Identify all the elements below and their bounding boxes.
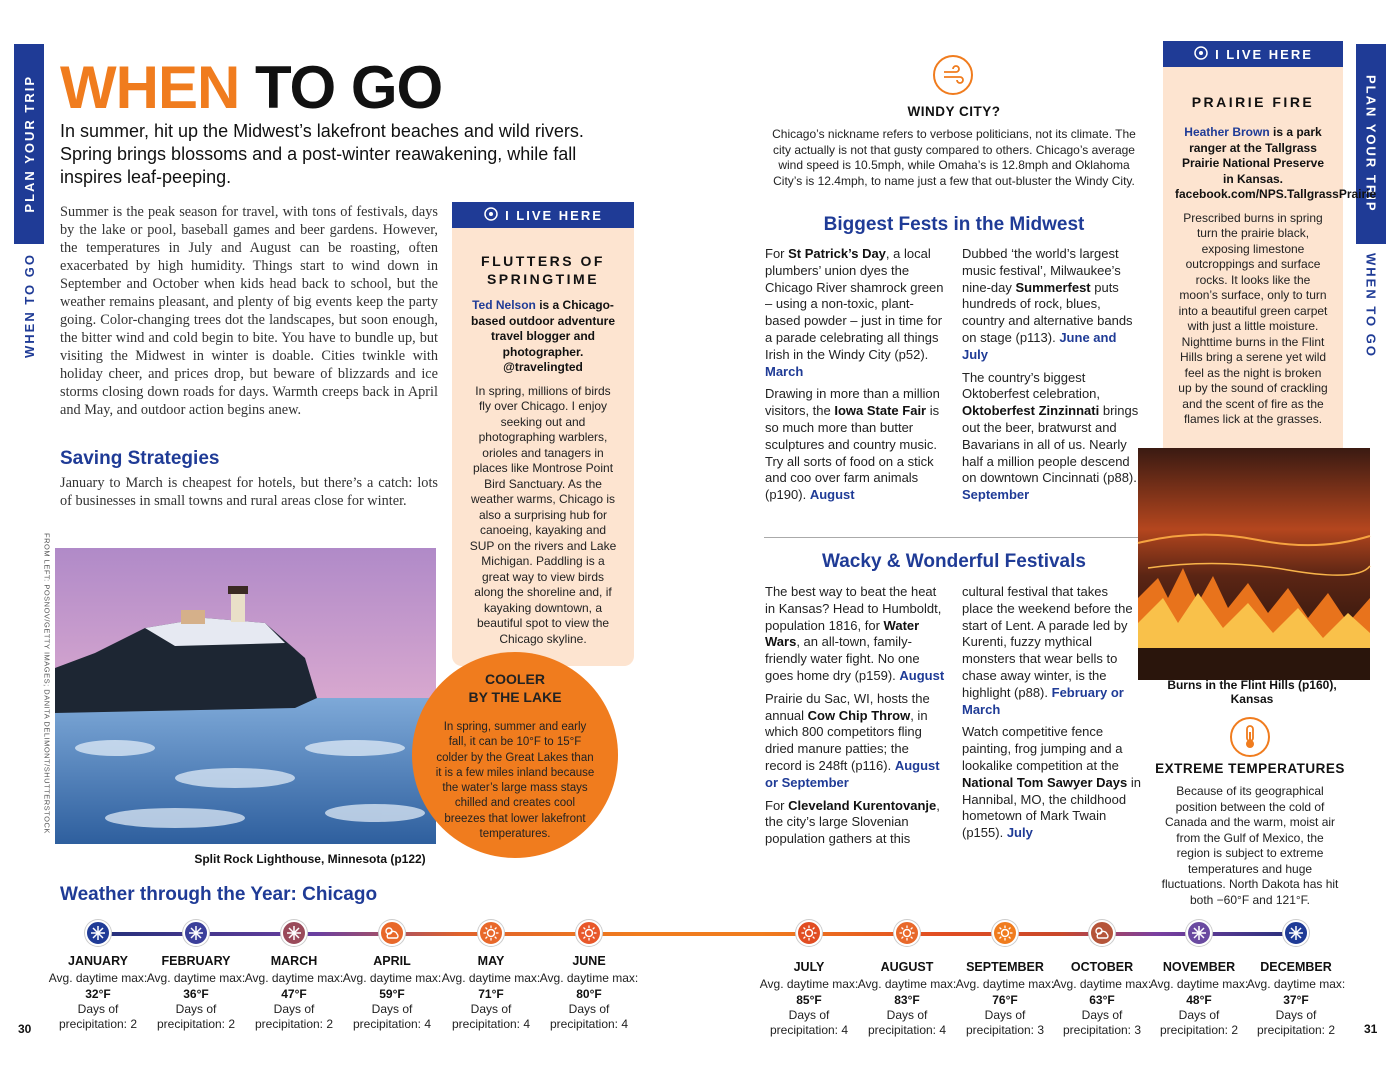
precip-days: Days of precipitation: 4 [769, 1007, 849, 1038]
prairie-fire-caption: Burns in the Flint Hills (p160), Kansas [1167, 678, 1337, 706]
precip-days: Days of precipitation: 4 [549, 1001, 629, 1032]
wacky-left-column [765, 584, 947, 854]
weather-timeline [100, 932, 1300, 936]
month-name: APRIL [373, 954, 411, 968]
october-cloud-sun-icon [1089, 920, 1115, 946]
lighthouse-image [55, 548, 436, 844]
live-here-header: I LIVE HERE [1163, 41, 1343, 67]
page-title: WHEN TO GO [60, 54, 443, 121]
live-here-text: In spring, millions of birds fly over Chicago. I enjoy seeking out and photographing warblers, orioles and tanagers in places like Montrose Point Bird Sanctuary. As the weather warms, Chicago is also a surprising hub for canoeing, kayaking and SUP on the rivers and Lake Michigan. Paddling is a great way to view birds along the shoreline and, if kayaking downtown, a beautiful spot to view the Chicago skyline. [469, 383, 617, 646]
month-august [857, 960, 957, 1038]
fest-item: The best way to beat the heat in Kansas? Head to Humboldt, population 1816, for Water Wars, an all-town, family-friendly water fight. No one goes home dry (p159). August [765, 584, 945, 683]
avg-max-temp: Avg. daytime max: 48°F [1149, 977, 1249, 1007]
live-here-header: I LIVE HERE [452, 202, 634, 228]
precip-days: Days of precipitation: 4 [451, 1001, 531, 1032]
precip-days: Days of precipitation: 2 [1159, 1007, 1239, 1038]
live-here-title: FLUTTERS OF SPRINGTIME [481, 253, 605, 287]
month-september [955, 960, 1055, 1038]
august-sun-icon [894, 920, 920, 946]
month-april [342, 954, 442, 1032]
map-pin-icon [483, 207, 499, 223]
precip-days: Days of precipitation: 3 [1062, 1007, 1142, 1038]
month-name: JULY [793, 960, 825, 974]
cooler-title: COOLER BY THE LAKE [468, 671, 562, 705]
intro-text: In summer, hit up the Midwest’s lakefront beaches and wild rivers. Spring brings blossoms and a post-winter reawakening, while fall inspires leaf-peeping. [60, 121, 584, 187]
avg-max-temp: Avg. daytime max: 76°F [955, 977, 1055, 1007]
fest-item: Prairie du Sac, WI, hosts the annual Cow Chip Throw, in which 800 competitors fling dried manure patties; the record is 248ft (p116). August or September [765, 690, 940, 790]
map-pin-icon [1193, 46, 1209, 62]
windy-heading: WINDY CITY? [907, 104, 1001, 119]
saving-text: January to March is cheapest for hotels, but there’s a catch: lots of businesses in small towns and rural areas close for winter. [60, 475, 438, 509]
avg-max-temp: Avg. daytime max: 36°F [146, 971, 246, 1001]
precip-days: Days of precipitation: 2 [156, 1001, 236, 1032]
month-may [441, 954, 541, 1032]
live-here-bio: Ted Nelson is a Chicago-based outdoor adventure travel blogger and photographer. @travelingted [470, 298, 616, 374]
fest-item: cultural festival that takes place the weekend before the start of Lent. A parade led by Kurenti, fuzzy mythical monsters that wear bells to chase away winter, is the highlight (p88). February or March [962, 584, 1133, 717]
live-here-bio: Heather Brown is a park ranger at the Tallgrass Prairie National Preserve in Kansas. facebook.com/NPS.TallgrassPrairie [1175, 125, 1377, 201]
precip-days: Days of precipitation: 2 [1256, 1007, 1336, 1038]
page-number-left: 30 [18, 1022, 32, 1036]
month-name: MARCH [270, 954, 318, 968]
extreme-text: Because of its geographical position between the cold of Canada and the warm, moist air from the Gulf of Mexico, the region is subject to extreme temperatures and huge fluctuations. North Dakota has hit both −60°F and 121°F. [1161, 784, 1339, 907]
lighthouse-photo [55, 548, 436, 844]
cooler-text: In spring, summer and early fall, it can be 10°F to 15°F colder by the Great Lakes than it is a few miles inland because the water’s large mass stays chilled and creates cool breezes that lower lakefront temperatures. [435, 721, 595, 841]
plan-your-trip-tab-right: PLAN YOUR TRIP [1356, 44, 1386, 244]
march-snowflake-icon [281, 920, 307, 946]
fest-item: Drawing in more than a million visitors, the Iowa State Fair is so much more than butter sculptures and country music. Try all sorts of food on a stick and coo over farm animals (p190). August [765, 386, 940, 503]
september-sun-icon [992, 920, 1018, 946]
cooler-by-the-lake-circle [412, 652, 618, 858]
month-name: SEPTEMBER [966, 960, 1044, 974]
month-name: DECEMBER [1260, 960, 1332, 974]
january-snowflake-icon [85, 920, 111, 946]
february-snowflake-icon [183, 920, 209, 946]
precip-days: Days of precipitation: 2 [254, 1001, 334, 1032]
photo-credit: FROM LEFT: POSNOV/GETTY IMAGES; DANITA DELIMONT/SHUTTERSTOCK [42, 532, 52, 834]
avg-max-temp: Avg. daytime max: 71°F [441, 971, 541, 1001]
month-name: NOVEMBER [1162, 960, 1236, 974]
month-name: AUGUST [880, 960, 934, 974]
page-number-right: 31 [1364, 1022, 1378, 1036]
month-name: OCTOBER [1070, 960, 1134, 974]
when-to-go-label-right: WHEN TO GO [1363, 252, 1379, 358]
month-name: FEBRUARY [161, 954, 231, 968]
fest-item: For Cleveland Kurentovanje, the city’s large Slovenian population gathers at this [765, 797, 940, 847]
precip-days: Days of precipitation: 2 [58, 1001, 138, 1032]
precip-days: Days of precipitation: 4 [352, 1001, 432, 1032]
prairie-fire-photo [1138, 448, 1370, 680]
windy-text: Chicago’s nickname refers to verbose politicians, not its climate. The city actually is not that gusty compared to others. Chicago’s average wind speed is 10.5mph, while Omaha’s is 12.8mph and Oklahoma City’s is 12.4mph, to name just a few that out-bluster the Windy City. [772, 127, 1136, 188]
prairie-fire-image [1138, 448, 1370, 680]
november-snowflake-icon [1186, 920, 1212, 946]
live-here-title: PRAIRIE FIRE [1191, 94, 1315, 110]
avg-max-temp: Avg. daytime max: 47°F [244, 971, 344, 1001]
december-snowflake-icon [1283, 920, 1309, 946]
live-here-text: Prescribed burns in spring turn the prairie black, exposing limestone outcroppings and surface rocks. It looks like the moon’s surface, only to turn into a beautiful green carpet with just a little moisture. Nighttime burns in the Flint Hills bring a serene yet wild feel as the night is broken up by the sound of crackling and the scent of fire as the flames lick at the grasses. [1178, 210, 1328, 426]
avg-max-temp: Avg. daytime max: 63°F [1052, 977, 1152, 1007]
saving-heading: Saving Strategies [60, 448, 220, 469]
month-july [759, 960, 859, 1038]
month-january [48, 954, 148, 1032]
live-here-box-ted [452, 202, 634, 666]
avg-max-temp: Avg. daytime max: 80°F [539, 971, 639, 1001]
month-name: MAY [477, 954, 505, 968]
precip-days: Days of precipitation: 4 [867, 1007, 947, 1038]
body-text: Summer is the peak season for travel, with tons of festivals, days by the lake or pool, baseball games and beer gardens. However, the temperatures in July and August can be roasting, often exacerbated by high humidity. Things start to wind down in September and October when kids head back to school, but the weather remains pleasant, and plenty of big events keep the party going. Color-changing trees dot the landscapes, but soon enough, the bitter wind and cold begin to bite. You have to bundle up, but visiting the Midwest in winter is doable. Cities twinkle with holiday cheer, and prices drop, but beware of blizzards and ice storms closing down roads for days. Warmth creeps back in April and May, and outdoor action begins anew. [60, 204, 438, 418]
fest-item: Watch competitive fence painting, frog jumping and a lookalike competition at the National Tom Sawyer Days in Hannibal, MO, the childhood hometown of Mark Twain (p155). July [962, 724, 1141, 841]
weather-heading: Weather through the Year: Chicago [60, 884, 378, 905]
month-june [539, 954, 639, 1032]
april-cloud-sun-icon [379, 920, 405, 946]
avg-max-temp: Avg. daytime max: 85°F [759, 977, 859, 1007]
fests-heading: Biggest Fests in the Midwest [823, 214, 1085, 235]
wind-icon [933, 55, 973, 95]
avg-max-temp: Avg. daytime max: 37°F [1246, 977, 1346, 1007]
june-sun-icon [576, 920, 602, 946]
fest-item: For St Patrick’s Day, a local plumbers’ union dyes the Chicago River shamrock green – using a non-toxic, plant-based powder – just in time for a parade celebrating all things Irish in the Windy City (p52). March [765, 246, 944, 379]
avg-max-temp: Avg. daytime max: 32°F [48, 971, 148, 1001]
wacky-right-column [962, 584, 1142, 848]
fests-left-column [765, 246, 945, 510]
month-name: JANUARY [68, 954, 128, 968]
month-march [244, 954, 344, 1032]
fest-item: Dubbed ‘the world’s largest music festival’, Milwaukee’s nine-day Summerfest puts hundreds of rock, blues, country and alternative bands on stage (p113). June and July [962, 246, 1133, 362]
fests-right-column [962, 246, 1142, 510]
thermometer-icon [1230, 717, 1270, 757]
extreme-heading: EXTREME TEMPERATURES [1155, 761, 1345, 776]
month-name: JUNE [572, 954, 606, 968]
avg-max-temp: Avg. daytime max: 59°F [342, 971, 442, 1001]
precip-days: Days of precipitation: 3 [965, 1007, 1045, 1038]
when-to-go-label-left: WHEN TO GO [21, 252, 37, 358]
month-february [146, 954, 246, 1032]
fest-item: The country’s biggest Oktoberfest celebration, Oktoberfest Zinzinnati brings out the beer, bratwurst and Bavarians in all of us. Nearly half a million people descend on downtown Cincinnati (p88). September [962, 369, 1139, 503]
month-november [1149, 960, 1249, 1038]
month-october [1052, 960, 1152, 1038]
avg-max-temp: Avg. daytime max: 83°F [857, 977, 957, 1007]
july-sun-icon [796, 920, 822, 946]
section-divider [764, 537, 1144, 538]
may-sun-icon [478, 920, 504, 946]
month-december [1246, 960, 1346, 1038]
plan-your-trip-tab-left: PLAN YOUR TRIP [14, 44, 44, 244]
wacky-heading: Wacky & Wonderful Festivals [822, 551, 1086, 572]
lighthouse-caption: Split Rock Lighthouse, Minnesota (p122) [194, 852, 426, 866]
